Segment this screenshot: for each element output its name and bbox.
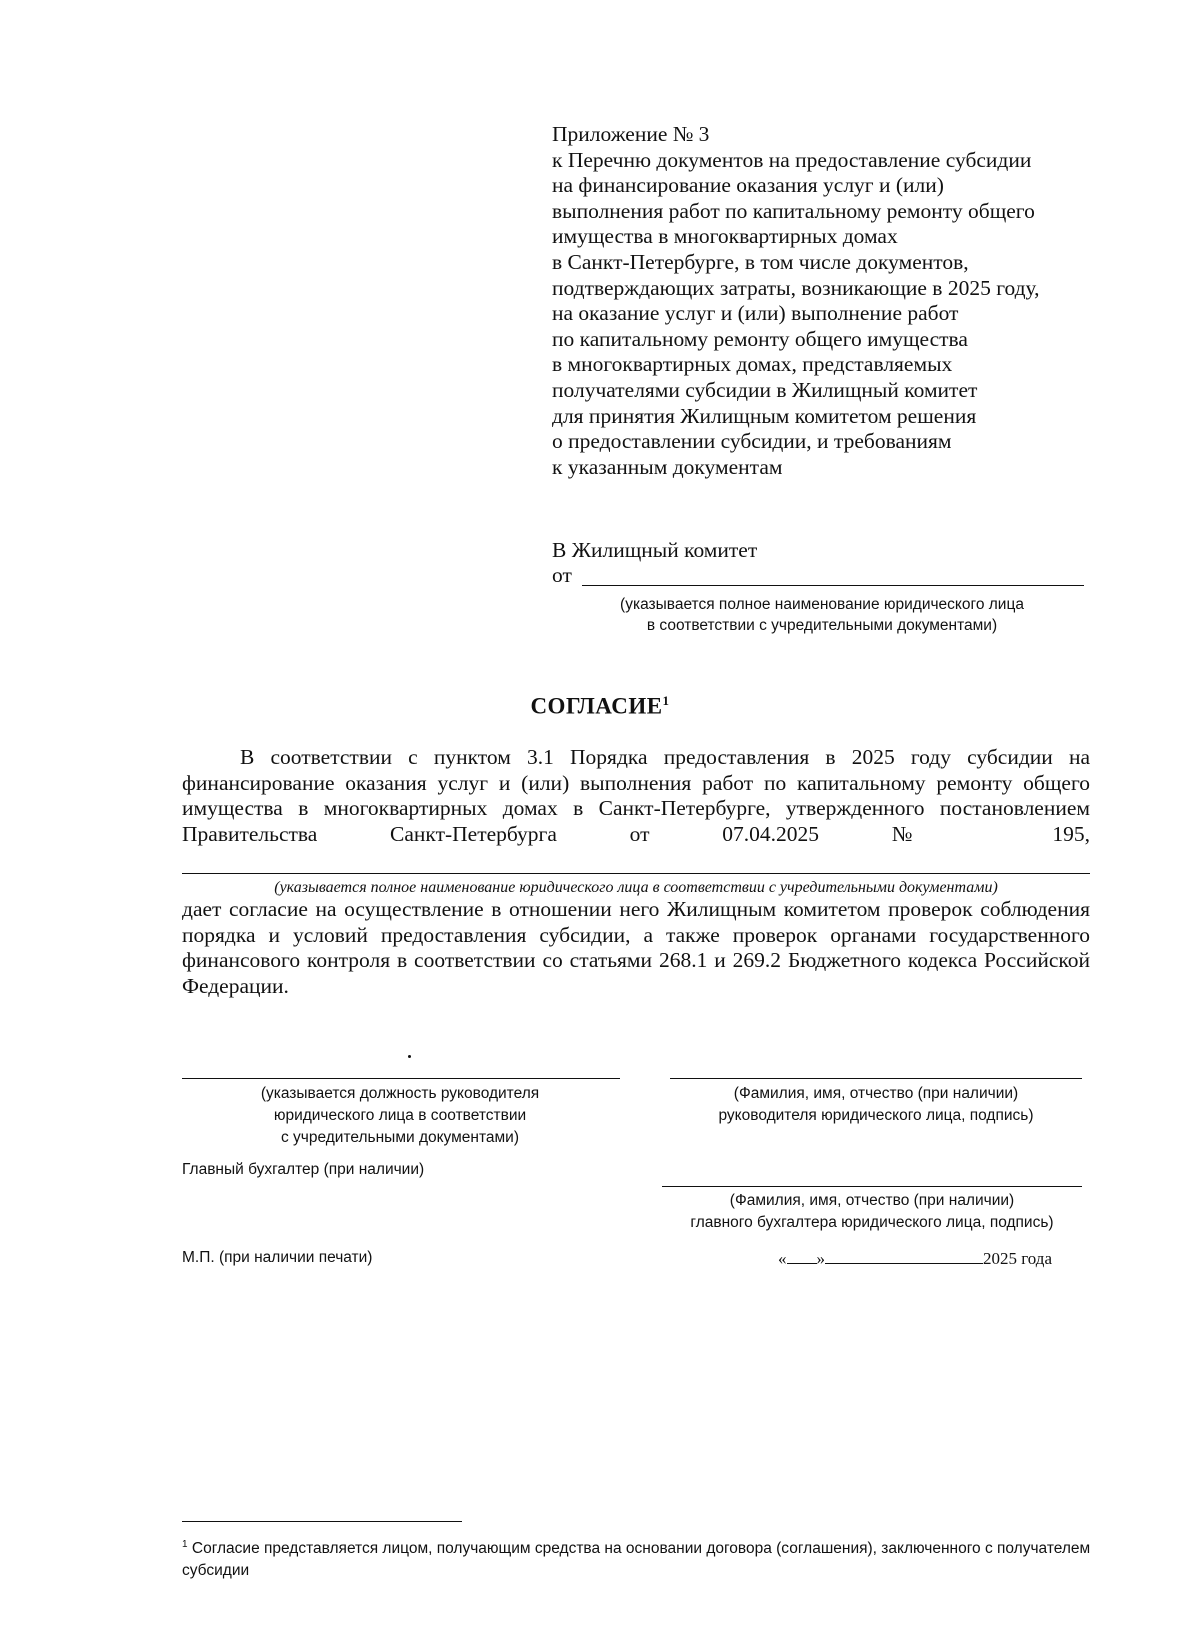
appendix-line: имущества в многоквартирных домах	[552, 224, 898, 249]
appendix-header	[552, 122, 1112, 480]
appendix-line: подтверждающих затраты, возникающие в 2025 году,	[552, 275, 1040, 300]
appendix-line: в Санкт-Петербурге, в том числе документов,	[552, 249, 969, 274]
director-note-line: (Фамилия, имя, отчество (при наличии)	[733, 1085, 1019, 1102]
body-paragraph-1-text: В соответствии с пунктом 3.1 Порядка предоставления в 2025 году субсидии на финансирование оказания услуг и (или) выполнения работ по капитальному ремонту общего имущества в многоквартирных домах в Санкт-Петербурге, утвержденного постановлением Правительства Санкт-Петербурга от 07.04.2025 № 195,	[182, 745, 1090, 846]
chief-accountant-signature-blank[interactable]	[662, 1186, 1082, 1187]
appendix-line: к указанным документам	[552, 454, 783, 479]
stray-dot	[408, 1055, 411, 1058]
addressee-block	[552, 538, 1112, 589]
addressee-to: В Жилищный комитет	[552, 538, 758, 562]
addressee-note-line: в соответствии с учредительными документами)	[646, 617, 998, 634]
document-title	[0, 693, 1200, 720]
appendix-line: о предоставлении субсидии, и требованиям	[552, 429, 952, 454]
chief-accountant-note	[662, 1190, 1082, 1234]
date-month-blank[interactable]	[825, 1249, 983, 1264]
position-note-line: с учредительными документами)	[280, 1129, 519, 1146]
addressee-note-line: (указывается полное наименование юридического лица	[620, 596, 1024, 613]
position-note-line: (указывается должность руководителя	[260, 1085, 540, 1102]
date-field	[778, 1249, 1052, 1269]
body-paragraph-1	[182, 745, 1090, 847]
footnote-separator	[182, 1521, 462, 1522]
chief-note-line: (Фамилия, имя, отчество (при наличии)	[729, 1192, 1015, 1209]
organization-name-blank[interactable]	[182, 873, 1090, 874]
date-close-quote: »	[816, 1249, 825, 1268]
addressee-note	[552, 594, 1092, 636]
footnote-mark: 1	[182, 1539, 188, 1550]
addressee-from-blank[interactable]	[582, 585, 1084, 586]
position-blank[interactable]	[182, 1078, 620, 1079]
title-footnote-mark: 1	[662, 693, 670, 708]
stamp-label: М.П. (при наличии печати)	[182, 1249, 373, 1266]
body-paragraph-2: дает согласие на осуществление в отношении него Жилищным комитетом проверок соблюдения порядка и условий предоставления субсидии, а также проверок органами государственного финансового контроля в соответствии со статьями 268.1 и 269.2 Бюджетного кодекса Российской Федерации.	[182, 897, 1090, 998]
position-note-line: юридического лица в соответствии	[273, 1107, 527, 1124]
appendix-line: на оказание услуг и (или) выполнение работ	[552, 301, 959, 326]
director-note-line: руководителя юридического лица, подпись)	[718, 1107, 1034, 1124]
appendix-line: на финансирование оказания услуг и (или)	[552, 173, 944, 198]
appendix-line: получателями субсидии в Жилищный комитет	[552, 377, 978, 402]
date-year: 2025 года	[983, 1249, 1053, 1268]
addressee-from	[552, 563, 1112, 589]
director-signature-blank[interactable]	[670, 1078, 1082, 1079]
addressee-from-label: от	[552, 563, 572, 587]
chief-accountant-label: Главный бухгалтер (при наличии)	[182, 1161, 425, 1178]
appendix-line: по капитальному ремонту общего имущества	[552, 326, 968, 351]
position-note	[200, 1083, 600, 1149]
document-title-text: СОГЛАСИЕ	[530, 693, 663, 719]
appendix-line: в многоквартирных домах, представляемых	[552, 352, 953, 377]
organization-name-note: (указывается полное наименование юридического лица в соответствии с учредительными документами)	[274, 879, 998, 896]
appendix-line: выполнения работ по капитальному ремонту общего	[552, 198, 1035, 223]
appendix-line: для принятия Жилищным комитетом решения	[552, 403, 977, 428]
date-day-blank[interactable]	[787, 1249, 817, 1264]
appendix-line: к Перечню документов на предоставление субсидии	[552, 147, 1032, 172]
footnote	[182, 1534, 1092, 1582]
director-note	[670, 1083, 1082, 1127]
chief-note-line: главного бухгалтера юридического лица, подпись)	[690, 1214, 1054, 1231]
appendix-line: Приложение № 3	[552, 122, 710, 146]
date-open-quote: «	[778, 1249, 787, 1268]
footnote-text: Согласие представляется лицом, получающим средства на основании договора (соглашения), заключенного с получателем субсидии	[182, 1540, 1091, 1580]
